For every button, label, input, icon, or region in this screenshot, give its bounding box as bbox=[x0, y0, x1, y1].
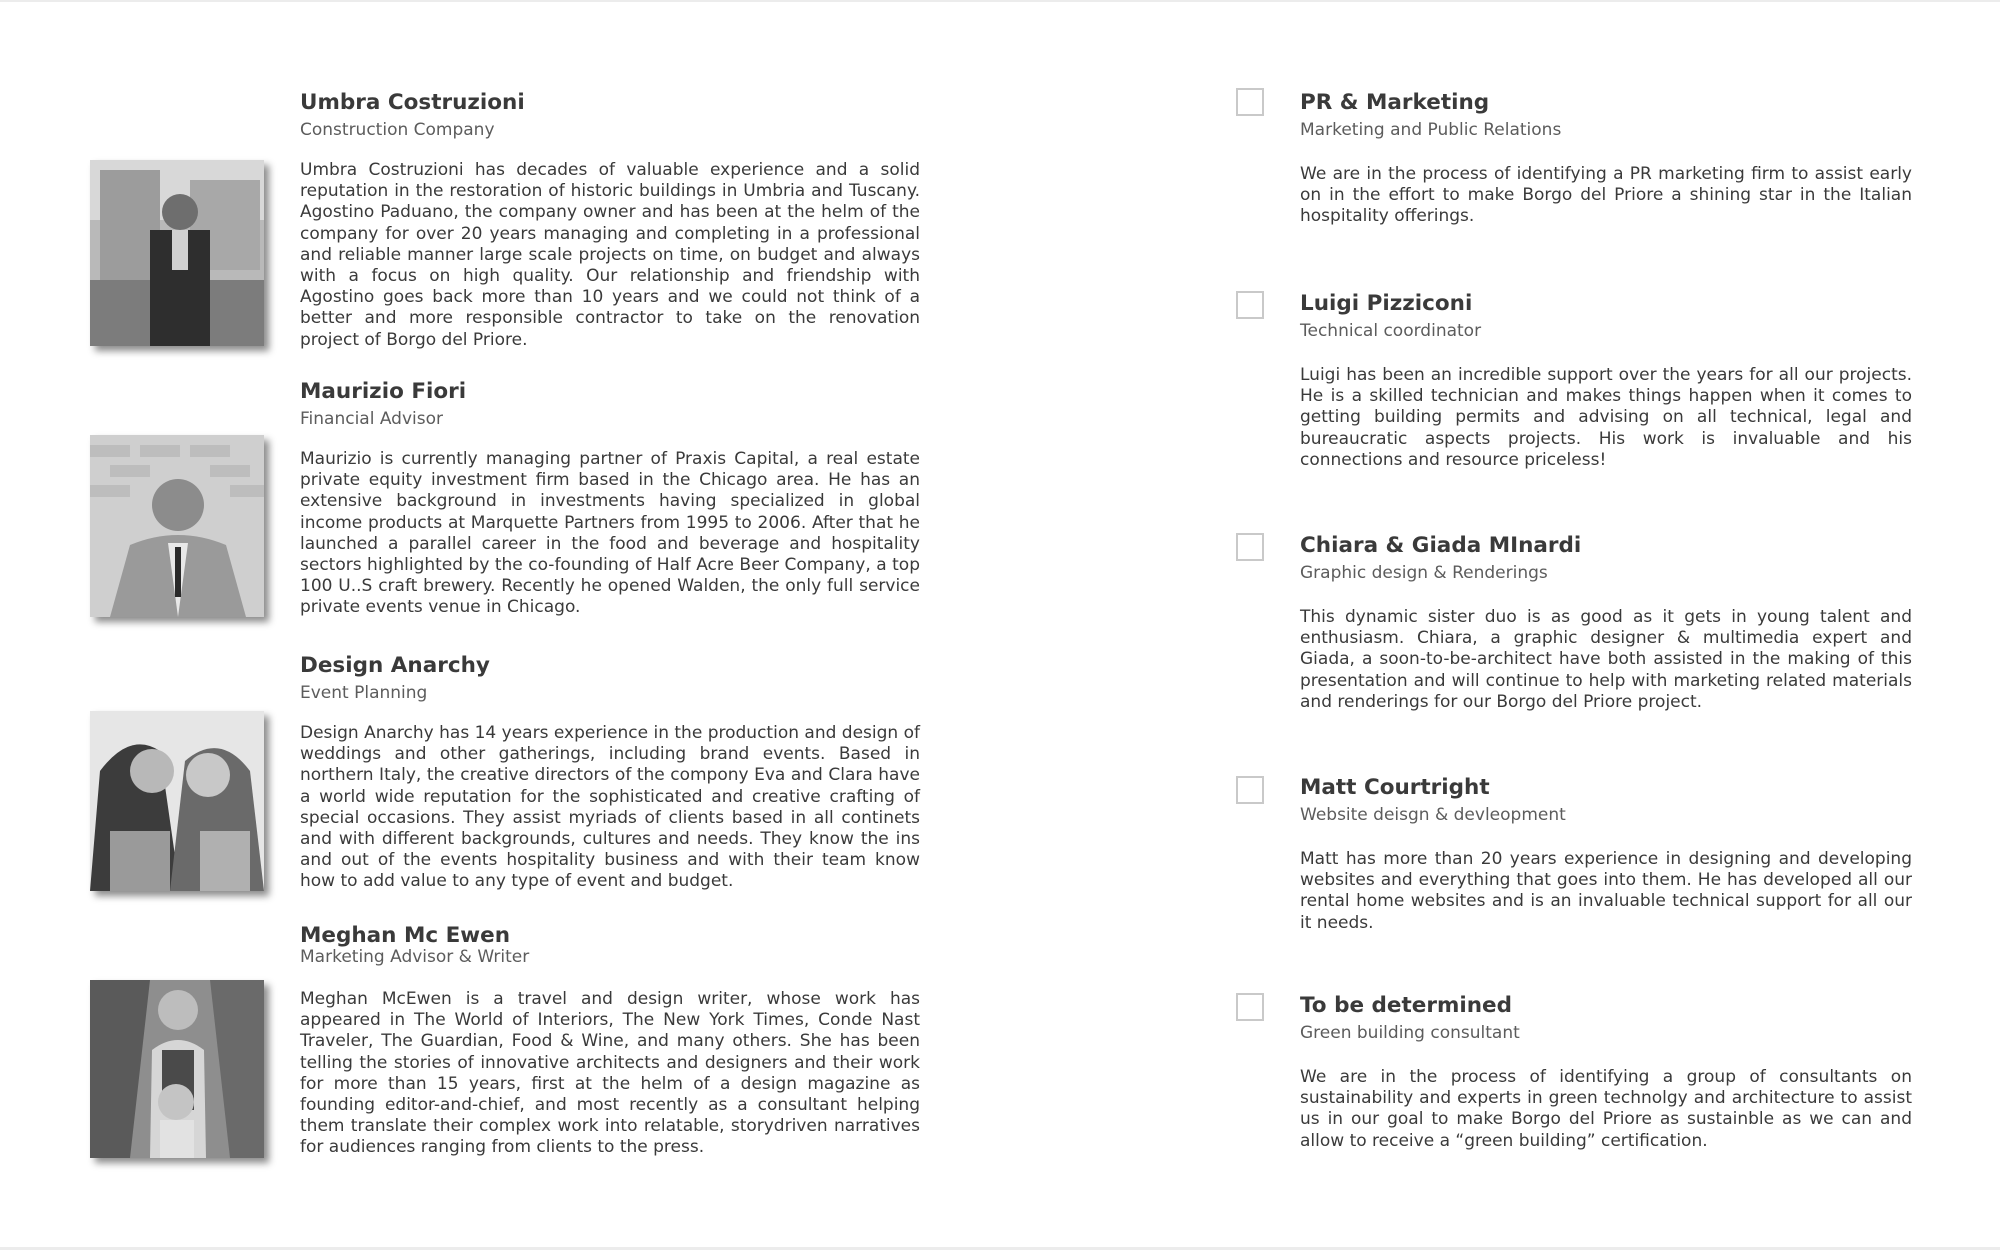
checkbox-chiara-giada-minardi[interactable] bbox=[1236, 533, 1264, 561]
member-bio: Meghan McEwen is a travel and design writer, whose work has appeared in The World of Interiors, The New York Times, Conde Nast Traveler, The Guardian, Food & Wine, and many others. She has been telling the stories of innovative architects and designers and their work for more than 15 years, first at the helm of a design magazine as founding editor-and-chief, and most recently as a consultant helping them translate their complex work into relatable, storydriven narratives for audiences ranging from clients to the press. bbox=[300, 989, 920, 1158]
checkbox-green-building[interactable] bbox=[1236, 993, 1264, 1021]
member-name: PR & Marketing bbox=[1300, 90, 1490, 115]
member-text-block bbox=[300, 921, 920, 1159]
member-name: Umbra Costruzioni bbox=[300, 90, 525, 115]
member-name: To be determined bbox=[1300, 993, 1513, 1018]
member-role: Construction Company bbox=[300, 120, 495, 140]
member-name: Design Anarchy bbox=[300, 653, 490, 678]
member-text-block bbox=[300, 88, 920, 351]
member-name: Luigi Pizziconi bbox=[1300, 291, 1473, 316]
member-text-block bbox=[1300, 88, 1912, 228]
member-name: Maurizio Fiori bbox=[300, 379, 467, 404]
member-role: Graphic design & Renderings bbox=[1300, 563, 1548, 583]
member-text-block bbox=[1300, 531, 1912, 713]
member-bio: Luigi has been an incredible support over the years for all our projects. He is a skilled technician and makes things happen when it comes to getting building permits and advising on all technical, legal and bureaucratic aspects projects. His work is invaluable and his connections and resource priceless! bbox=[1300, 365, 1912, 470]
member-text-block bbox=[1300, 289, 1912, 471]
member-text-block bbox=[1300, 773, 1912, 934]
member-bio: Maurizio is currently managing partner of Praxis Capital, a real estate private equity investment firm based in the Chicago area. He has an extensive background in investments having specialized in global income products at Marquette Partners from 1995 to 2006. After that he launched a parallel career in the food and beverage and hospitality sectors highlighted by the co-founding of Half Acre Beer Company, a top 100 U..S craft brewery. Recently he opened Walden, the only full service private events venue in Chicago. bbox=[300, 449, 920, 618]
page-top-edge bbox=[0, 0, 2000, 2]
member-bio: Umbra Costruzioni has decades of valuable experience and a solid reputation in the restoration of historic buildings in Umbria and Tuscany. Agostino Paduano, the company owner and has been at the helm of the company for over 20 years managing and completing in a professional and reliable manner large scale projects on time, on budget and always with a focus on high quality. Our relationship and friendship with Agostino goes back more than 10 years and we could not think of a better and more responsible contractor to take on the renovation project of Borgo del Priore. bbox=[300, 160, 920, 350]
member-role: Financial Advisor bbox=[300, 409, 443, 429]
member-bio: We are in the process of identifying a group of consultants on sustainability and experts in green technolgy and architecture to assist us in our goal to make Borgo del Priore as sustainble as we can and allow to receive a “green building” certification. bbox=[1300, 1067, 1912, 1151]
member-role: Technical coordinator bbox=[1300, 321, 1482, 341]
member-bio: Matt has more than 20 years experience in designing and developing websites and everything that goes into them. He has developed all our rental home websites and is an invaluable technical support for all our it needs. bbox=[1300, 849, 1912, 933]
member-bio: This dynamic sister duo is as good as it gets in young talent and enthusiasm. Chiara, a graphic designer & multimedia expert and Giada, a soon-to-be-architect have both assisted in the making of this presentation and will continue to help with marketing related materials and renderings for our Borgo del Priore project. bbox=[1300, 607, 1912, 712]
member-role: Marketing and Public Relations bbox=[1300, 120, 1562, 140]
member-bio: Design Anarchy has 14 years experience in the production and design of weddings and other gatherings, including brand events. Based in northern Italy, the creative directors of the compony Eva and Clara have a world wide reputation for the sophisticated and creative crafting of special occasions. They assist myriads of clients based in all continets and with different backgrounds, cultures and needs. They know the ins and out of the events hospitality business and with their team know how to add value to any type of event and budget. bbox=[300, 723, 920, 892]
checkbox-luigi-pizziconi[interactable] bbox=[1236, 291, 1264, 319]
portrait-photo-design-anarchy bbox=[90, 711, 264, 891]
member-name: Meghan Mc Ewen bbox=[300, 923, 511, 948]
member-role: Marketing Advisor & Writer bbox=[300, 947, 530, 967]
member-role: Green building consultant bbox=[1300, 1023, 1520, 1043]
member-name: Chiara & Giada MInardi bbox=[1300, 533, 1582, 558]
member-text-block bbox=[300, 377, 920, 619]
member-text-block bbox=[300, 651, 920, 893]
portrait-photo-umbra-costruzioni bbox=[90, 160, 264, 346]
member-role: Event Planning bbox=[300, 683, 428, 703]
checkbox-pr-marketing[interactable] bbox=[1236, 88, 1264, 116]
portrait-photo-meghan-mc-ewen bbox=[90, 980, 264, 1158]
member-bio: We are in the process of identifying a PR marketing firm to assist early on in the effort to make Borgo del Priore a shining star in the Italian hospitality offerings. bbox=[1300, 164, 1912, 227]
member-name: Matt Courtright bbox=[1300, 775, 1490, 800]
member-role: Website deisgn & devleopment bbox=[1300, 805, 1566, 825]
checkbox-matt-courtright[interactable] bbox=[1236, 776, 1264, 804]
portrait-photo-maurizio-fiori bbox=[90, 435, 264, 617]
member-text-block bbox=[1300, 991, 1912, 1152]
